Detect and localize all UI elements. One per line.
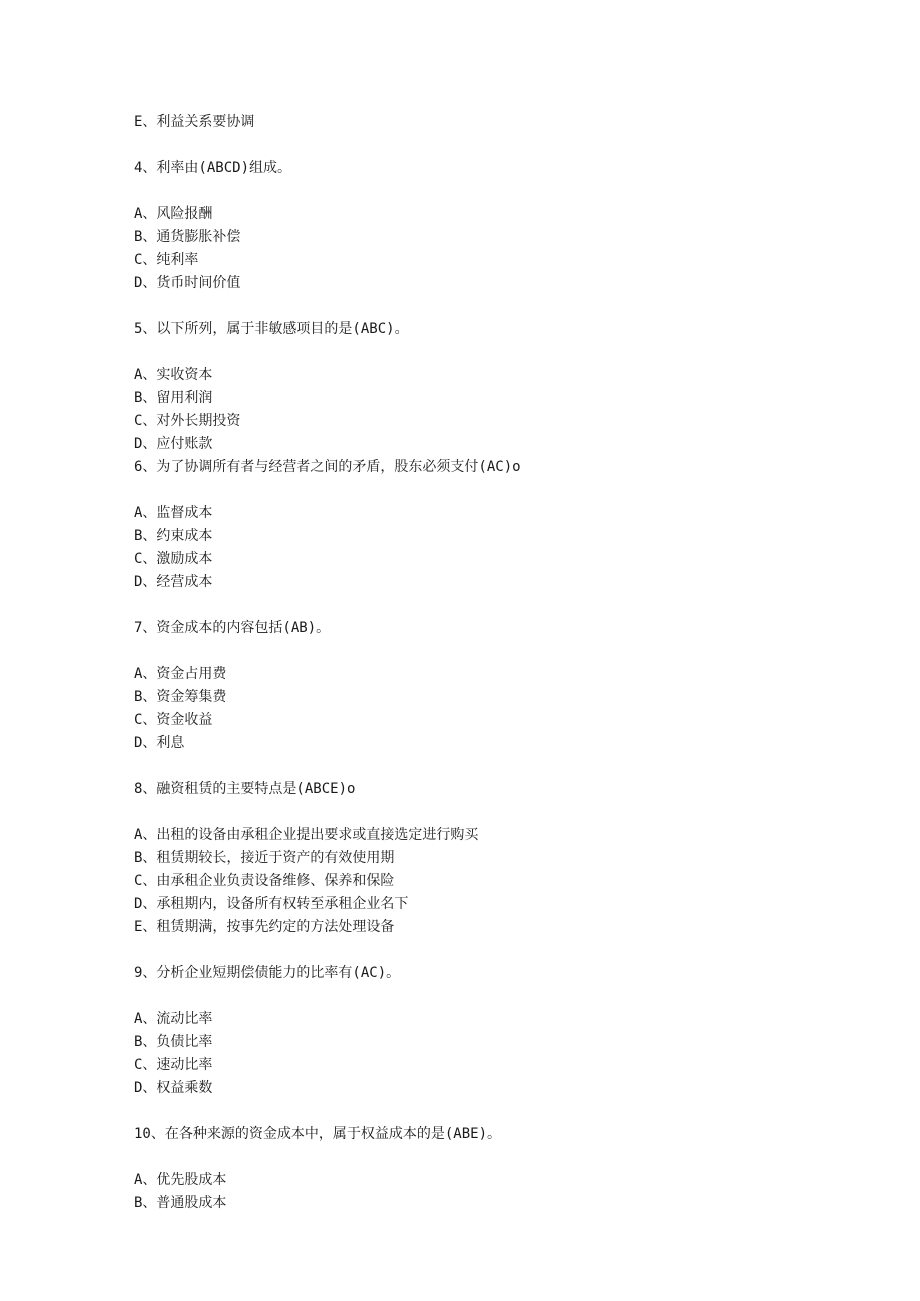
blank-line <box>134 985 834 1008</box>
option-text: C、资金收益 <box>134 712 213 728</box>
option-text: B、普通股成本 <box>134 1195 227 1211</box>
option-text: A、监督成本 <box>134 505 213 521</box>
option-text: B、资金筹集费 <box>134 689 227 705</box>
blank-line <box>134 341 834 364</box>
option-text: C、由承租企业负责设备维修、保养和保险 <box>134 873 395 889</box>
option-text: A、出租的设备由承租企业提出要求或直接选定进行购买 <box>134 827 479 843</box>
blank-line <box>134 1146 834 1169</box>
option-text: E、租赁期满，按事先约定的方法处理设备 <box>134 919 395 935</box>
blank-line <box>134 939 834 962</box>
option-text: C、激励成本 <box>134 551 213 567</box>
option-text: D、利息 <box>134 735 185 751</box>
blank-line <box>134 594 834 617</box>
option-text: B、负债比率 <box>134 1034 213 1050</box>
question-text: 8、融资租赁的主要特点是(ABCE)o <box>134 781 356 797</box>
question-text: 5、以下所列，属于非敏感项目的是(ABC)。 <box>134 321 409 337</box>
question-text: 10、在各种来源的资金成本中，属于权益成本的是(ABE)。 <box>134 1126 501 1142</box>
blank-line <box>134 801 834 824</box>
blank-line <box>134 1100 834 1123</box>
question-text: 9、分析企业短期偿债能力的比率有(AC)。 <box>134 965 401 981</box>
blank-line <box>134 479 834 502</box>
blank-line <box>134 180 834 203</box>
option-text: A、资金占用费 <box>134 666 227 682</box>
question-text: 4、利率由(ABCD)组成。 <box>134 160 292 176</box>
question-text: 7、资金成本的内容包括(AB)。 <box>134 620 331 636</box>
option-text: C、纯利率 <box>134 252 199 268</box>
option-text: B、租赁期较长，接近于资产的有效使用期 <box>134 850 395 866</box>
option-text: A、优先股成本 <box>134 1172 227 1188</box>
option-text: A、流动比率 <box>134 1011 213 1027</box>
option-text: B、约束成本 <box>134 528 213 544</box>
option-text: A、实收资本 <box>134 367 213 383</box>
question-text: 6、为了协调所有者与经营者之间的矛盾，股东必须支付(AC)o <box>134 459 521 475</box>
option-text: D、货币时间价值 <box>134 275 241 291</box>
option-text: B、留用利润 <box>134 390 213 406</box>
option-text: D、应付账款 <box>134 436 213 452</box>
option-text: C、速动比率 <box>134 1057 213 1073</box>
blank-line <box>134 295 834 318</box>
option-text: E、利益关系要协调 <box>134 114 255 130</box>
option-text: C、对外长期投资 <box>134 413 241 429</box>
blank-line <box>134 640 834 663</box>
option-text: B、通货膨胀补偿 <box>134 229 241 245</box>
option-text: D、权益乘数 <box>134 1080 213 1096</box>
option-text: D、经营成本 <box>134 574 213 590</box>
document-page <box>134 111 834 1215</box>
blank-line <box>134 134 834 157</box>
option-text: A、风险报酬 <box>134 206 213 222</box>
blank-line <box>134 755 834 778</box>
option-text: D、承租期内，设备所有权转至承租企业名下 <box>134 896 409 912</box>
